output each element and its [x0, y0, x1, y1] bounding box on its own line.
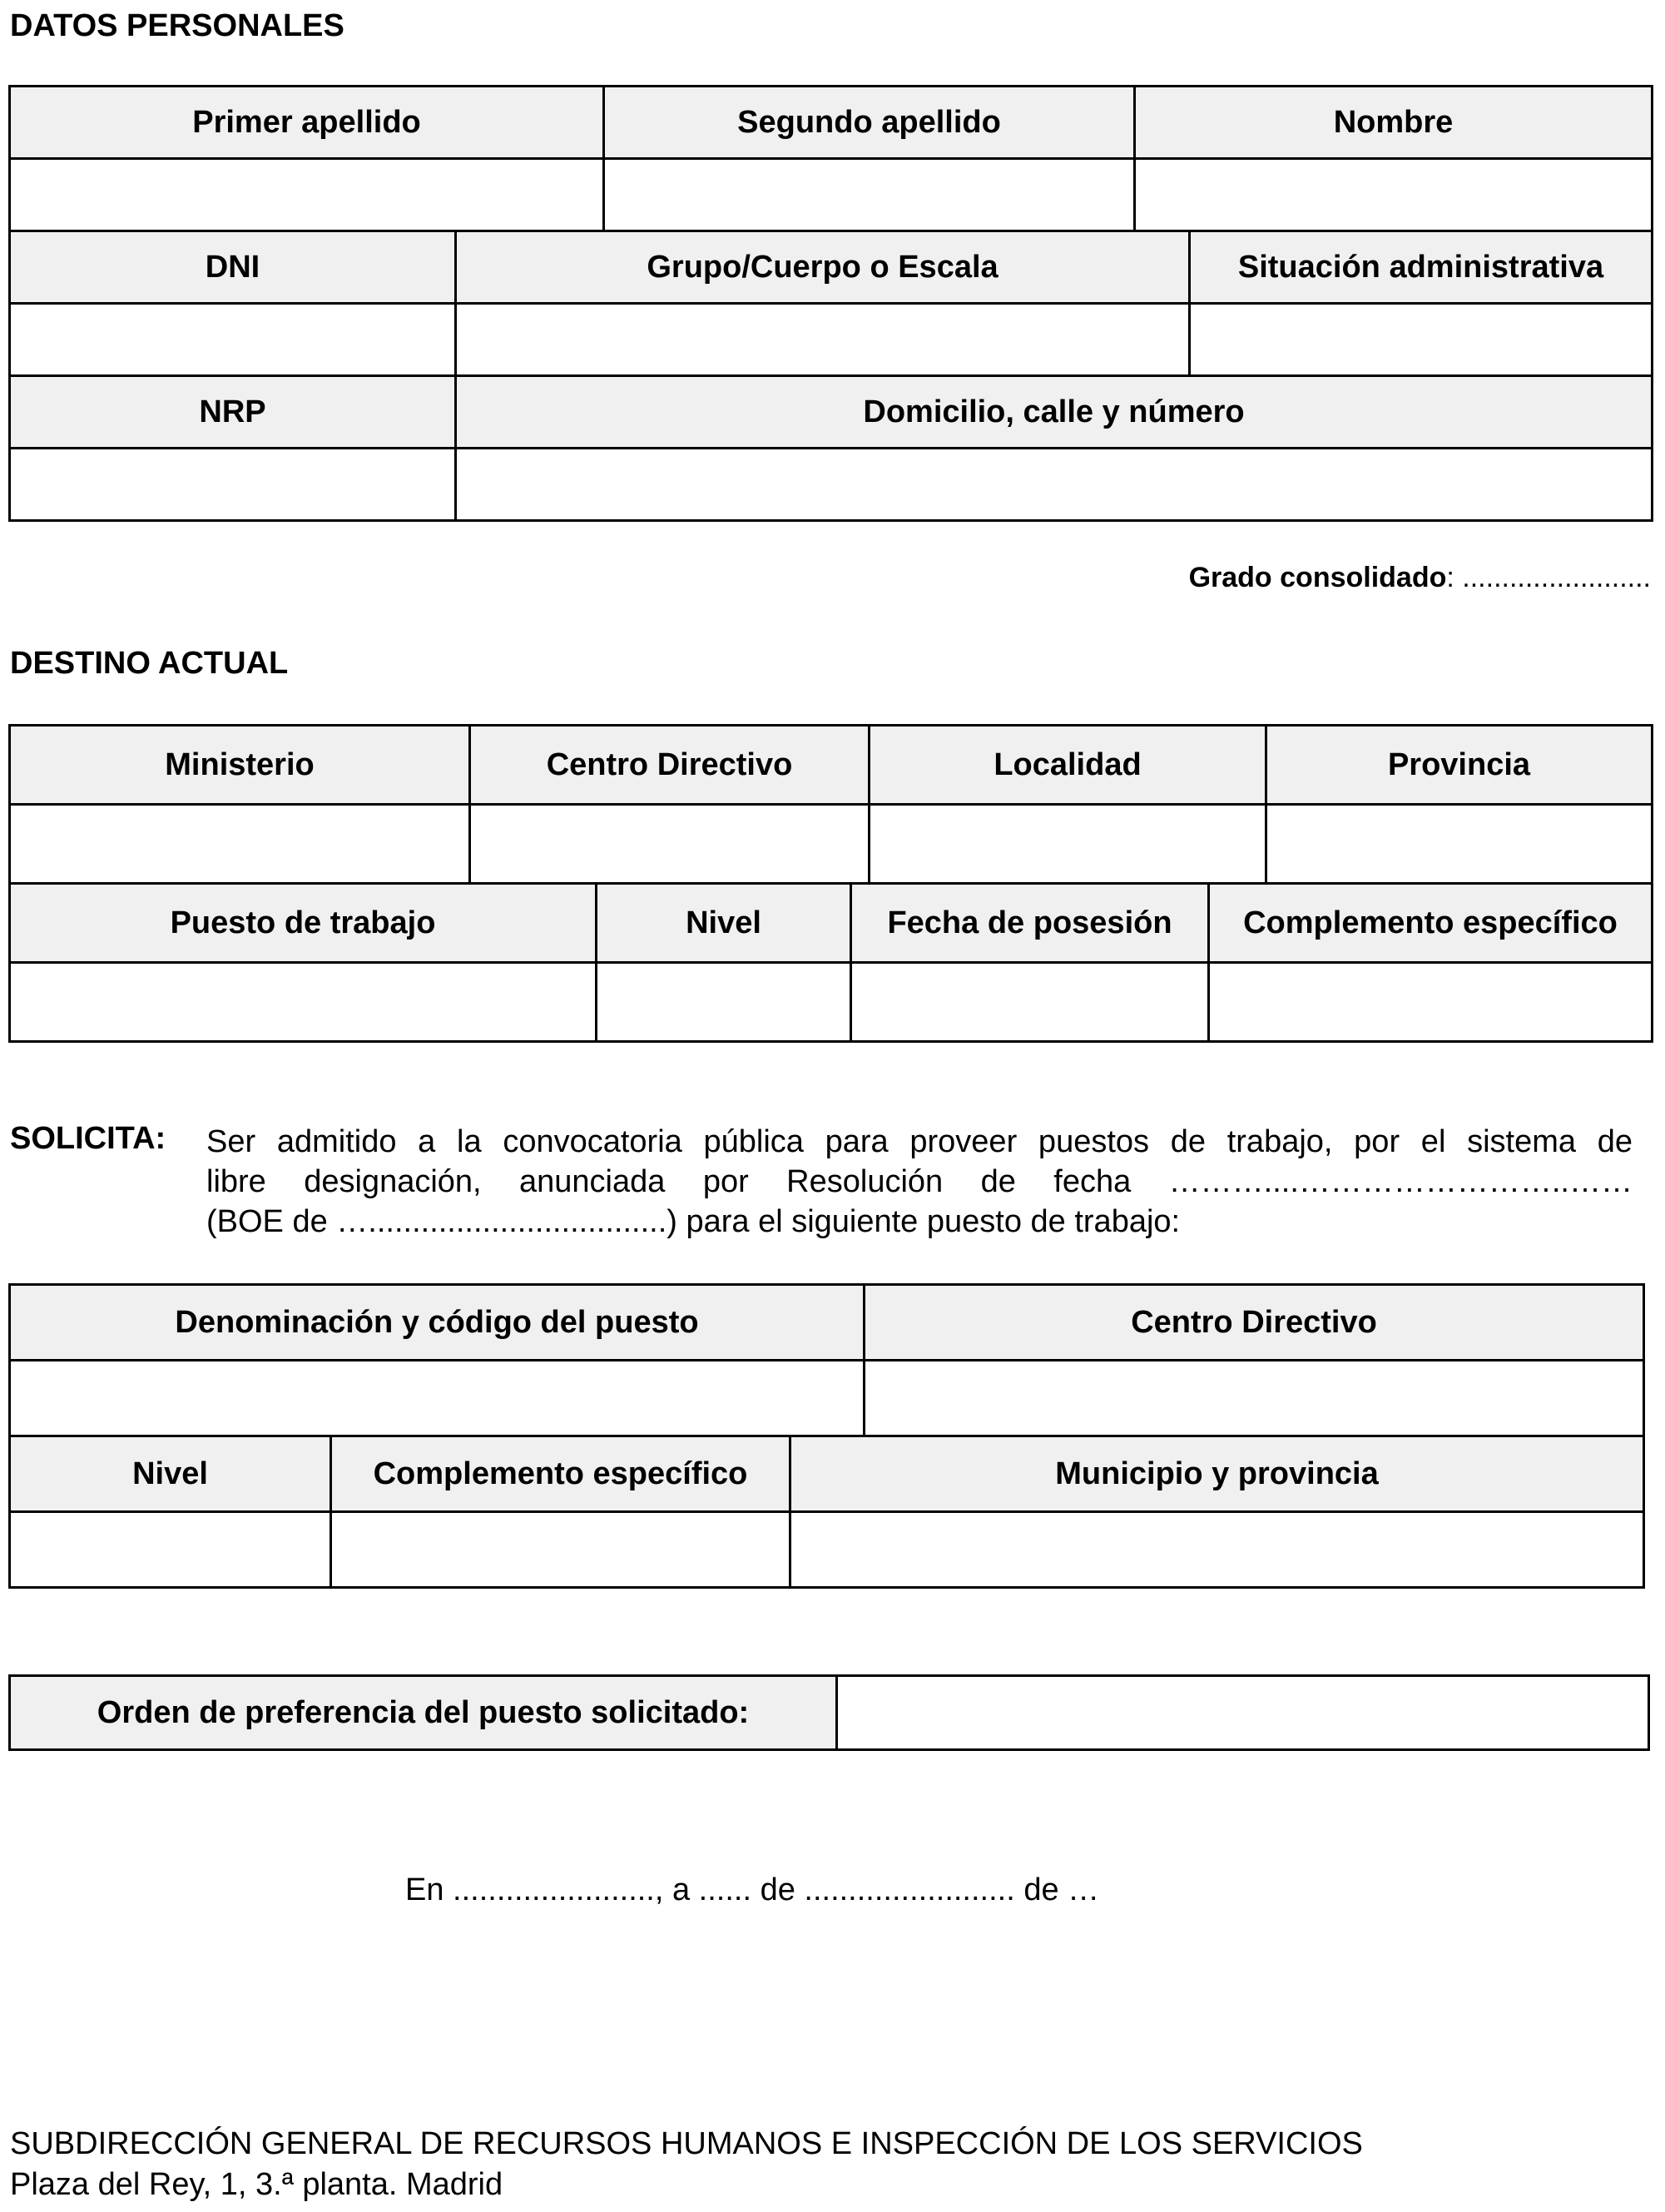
centro-solicitado-header: Centro Directivo — [865, 1285, 1644, 1361]
solicita-line-3: (BOE de …..................................) para el siguiente puesto de trabajo: — [206, 1204, 1181, 1239]
segundo-apellido-header: Segundo apellido — [604, 87, 1135, 159]
complemento-solicitado-field[interactable] — [331, 1512, 790, 1588]
datos-personales-table-c — [8, 374, 1653, 522]
nivel-solicitado-header: Nivel — [10, 1436, 331, 1512]
section-title-datos-personales: DATOS PERSONALES — [10, 8, 344, 43]
destino-actual-table-b — [8, 882, 1653, 1043]
footer-direccion: Plaza del Rey, 1, 3.ª planta. Madrid — [10, 2167, 503, 2202]
centro-directivo-field[interactable] — [470, 805, 870, 884]
nrp-field[interactable] — [10, 449, 456, 521]
solicita-line-1: Ser admitido a la convocatoria pública para proveer puestos de trabajo, por el sistema de — [206, 1124, 1633, 1159]
datos-personales-table-a — [8, 85, 1653, 232]
municipio-field[interactable] — [790, 1512, 1644, 1588]
preferencia-field[interactable] — [837, 1676, 1649, 1750]
grado-value[interactable]: : ........................ — [1446, 562, 1651, 593]
lugar-fecha-line: En ......................., a ...... de ........................ de … — [405, 1872, 1100, 1907]
grupo-field[interactable] — [456, 304, 1190, 376]
municipio-header: Municipio y provincia — [790, 1436, 1644, 1512]
puesto-trabajo-field[interactable] — [10, 963, 597, 1042]
datos-personales-table-b — [8, 230, 1653, 377]
nombre-header: Nombre — [1135, 87, 1653, 159]
denominacion-header: Denominación y código del puesto — [10, 1285, 865, 1361]
nivel-field[interactable] — [597, 963, 851, 1042]
grado-label: Grado consolidado — [1188, 562, 1447, 593]
centro-directivo-header: Centro Directivo — [470, 726, 870, 805]
solicita-label: SOLICITA: — [10, 1121, 166, 1156]
puesto-solicitado-table-b — [8, 1435, 1645, 1589]
puesto-trabajo-header: Puesto de trabajo — [10, 884, 597, 963]
puesto-solicitado-table-a — [8, 1283, 1645, 1437]
complemento-solicitado-header: Complemento específico — [331, 1436, 790, 1512]
section-title-destino-actual: DESTINO ACTUAL — [10, 646, 289, 681]
solicita-line-2: libre designación, anunciada por Resolución de fecha ………....……………………..…… — [206, 1164, 1633, 1199]
destino-actual-table-a — [8, 724, 1653, 885]
dni-header: DNI — [10, 231, 456, 304]
situacion-field[interactable] — [1190, 304, 1653, 376]
complemento-especifico-header: Complemento específico — [1209, 884, 1653, 963]
ministerio-field[interactable] — [10, 805, 470, 884]
grupo-header: Grupo/Cuerpo o Escala — [456, 231, 1190, 304]
preferencia-table — [8, 1674, 1650, 1751]
provincia-header: Provincia — [1266, 726, 1653, 805]
segundo-apellido-field[interactable] — [604, 159, 1135, 231]
ministerio-header: Ministerio — [10, 726, 470, 805]
nivel-solicitado-field[interactable] — [10, 1512, 331, 1588]
fecha-posesion-header: Fecha de posesión — [851, 884, 1209, 963]
nombre-field[interactable] — [1135, 159, 1653, 231]
footer-organismo: SUBDIRECCIÓN GENERAL DE RECURSOS HUMANOS E INSPECCIÓN DE LOS SERVICIOS — [10, 2126, 1363, 2161]
domicilio-header: Domicilio, calle y número — [456, 376, 1653, 449]
situacion-header: Situación administrativa — [1190, 231, 1653, 304]
primer-apellido-header: Primer apellido — [10, 87, 604, 159]
centro-solicitado-field[interactable] — [865, 1361, 1644, 1436]
denominacion-field[interactable] — [10, 1361, 865, 1436]
localidad-field[interactable] — [870, 805, 1266, 884]
dni-field[interactable] — [10, 304, 456, 376]
complemento-especifico-field[interactable] — [1209, 963, 1653, 1042]
preferencia-header: Orden de preferencia del puesto solicitado: — [10, 1676, 837, 1750]
fecha-posesion-field[interactable] — [851, 963, 1209, 1042]
domicilio-field[interactable] — [456, 449, 1653, 521]
grado-consolidado — [1189, 562, 1651, 594]
primer-apellido-field[interactable] — [10, 159, 604, 231]
localidad-header: Localidad — [870, 726, 1266, 805]
provincia-field[interactable] — [1266, 805, 1653, 884]
nrp-header: NRP — [10, 376, 456, 449]
nivel-header: Nivel — [597, 884, 851, 963]
